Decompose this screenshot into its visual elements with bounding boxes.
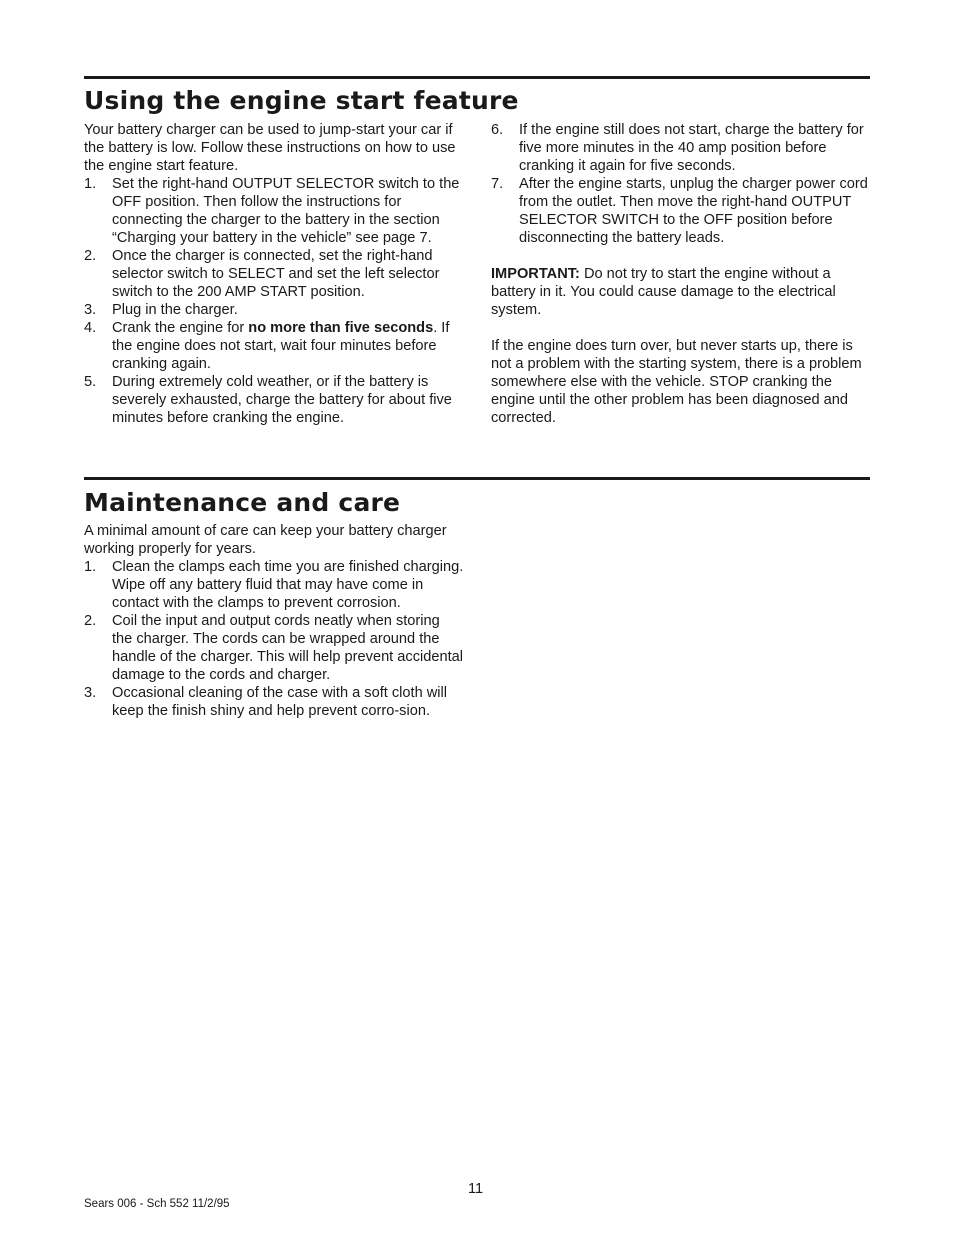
list-item: 3. Occasional cleaning of the case with a soft cloth will keep the finish shiny and help prevent corro-sion. (84, 685, 448, 719)
maintenance-column (84, 522, 464, 720)
list-item: 6. If the engine still does not start, charge the battery for five more minutes in the 40 amp position before cranking it again for five seconds. (491, 122, 864, 174)
list-item: 2. Coil the input and output cords neatly when storing the charger. The cords can be wrapped around the handle of the charger. This will help prevent accidental damage to the cords and charger. (84, 613, 464, 683)
section-rule-maintenance (84, 477, 870, 480)
list-item: 1. Clean the clamps each time you are finished charging. Wipe off any battery fluid that may have come in contact with the clamps to prevent corrosion. (84, 559, 464, 611)
engine-start-right-column (491, 121, 870, 427)
list-item: 4. Crank the engine for no more than five seconds. If the engine does not start, wait four minutes before cranking again. (84, 320, 450, 372)
list-item: 7. After the engine starts, unplug the charger power cord from the outlet. Then move the right-hand OUTPUT SELECTOR SWITCH to the OFF position before disconnecting the battery leads. (491, 176, 868, 246)
starting-system-note: If the engine does turn over, but never starts up, there is not a problem with the starting system, there is a problem somewhere else with the vehicle. STOP cranking the engine until the other problem has been diagnosed and corrected. (491, 338, 862, 426)
section-title-maintenance: Maintenance and care (84, 488, 401, 517)
page-number: 11 (468, 1181, 484, 1197)
emphasis-text: no more than five seconds (248, 320, 434, 336)
document-footer: Sears 006 - Sch 552 11/2/95 (84, 1198, 230, 1210)
list-item: 3. Plug in the charger. (84, 302, 238, 318)
section-title-engine-start: Using the engine start feature (84, 86, 519, 115)
important-notice: IMPORTANT: Do not try to start the engine without a battery in it. You could cause damage to the electrical system. (491, 266, 836, 318)
important-label: IMPORTANT: (491, 266, 580, 282)
list-item: 1. Set the right-hand OUTPUT SELECTOR switch to the OFF position. Then follow the instructions for connecting the charger to the battery in the section “Charging your battery in the vehicle” see page 7. (84, 176, 460, 246)
engine-start-steps-list (84, 175, 464, 427)
engine-start-steps-list-continued (491, 121, 870, 247)
list-item: 5. During extremely cold weather, or if the battery is severely exhausted, charge the battery for about five minutes before cranking the engine. (84, 374, 452, 426)
list-item: 2. Once the charger is connected, set the right-hand selector switch to SELECT and set the left selector switch to the 200 AMP START position. (84, 248, 440, 300)
section-rule-engine-start (84, 76, 870, 79)
maintenance-intro: A minimal amount of care can keep your battery charger working properly for years. (84, 523, 447, 557)
maintenance-steps-list (84, 558, 464, 720)
engine-start-left-column (84, 121, 464, 427)
engine-start-intro: Your battery charger can be used to jump-start your car if the battery is low. Follow these instructions on how to use the engine start feature. (84, 122, 456, 174)
